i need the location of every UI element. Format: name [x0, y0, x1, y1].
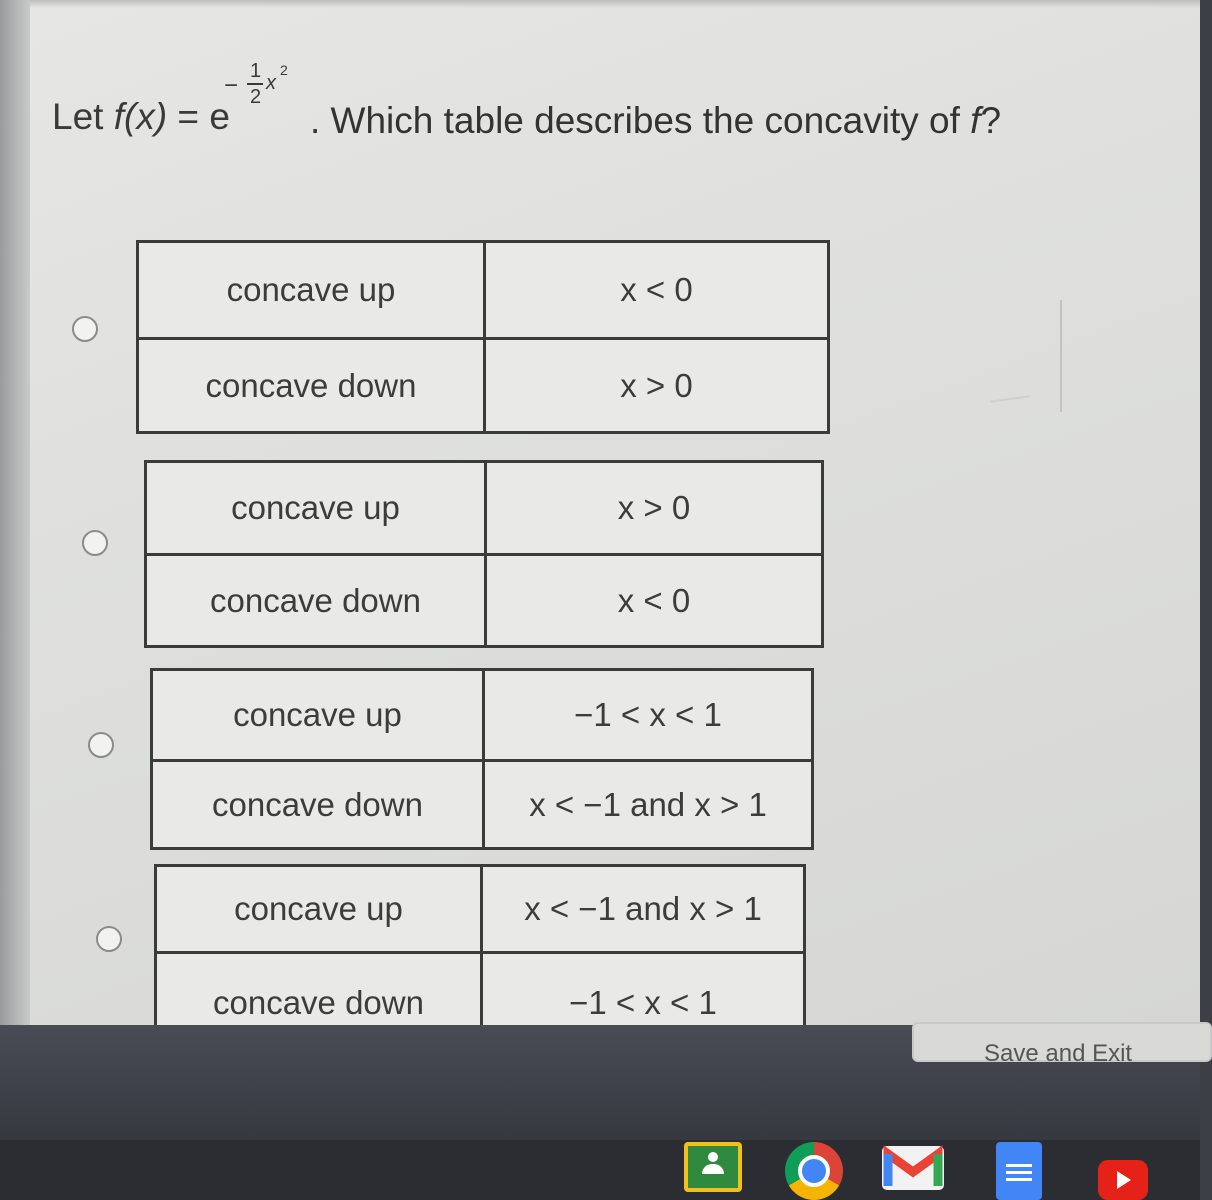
- concavity-label: concave down: [213, 984, 424, 1021]
- chrome-icon[interactable]: [785, 1142, 843, 1200]
- exponent-denominator: 2: [250, 86, 262, 108]
- function-name: f(x): [113, 96, 168, 137]
- option-3-radio[interactable]: [88, 732, 114, 758]
- interval-condition: x < −1 and x > 1: [480, 867, 803, 951]
- exponent-sign: −: [224, 72, 239, 99]
- question-prefix: Let f(x) = e: [52, 96, 230, 137]
- concavity-label: concave up: [234, 890, 403, 927]
- table-row: [153, 759, 811, 847]
- table-row: [157, 867, 803, 951]
- exponent-numerator: 1: [250, 60, 262, 82]
- save-and-exit-button[interactable]: [912, 1022, 1212, 1067]
- option-4-radio[interactable]: [96, 926, 122, 952]
- gmail-glyph: [882, 1142, 944, 1192]
- equals-base: = e: [167, 96, 230, 137]
- docs-lines: [1006, 1164, 1032, 1182]
- table-row: [139, 243, 827, 337]
- concavity-label: concave up: [233, 696, 402, 733]
- option-4-viewport: [154, 864, 814, 1021]
- concavity-label: concave down: [210, 581, 421, 619]
- youtube-icon[interactable]: [1098, 1160, 1148, 1200]
- option-2-radio[interactable]: [82, 530, 108, 556]
- exponent: [222, 58, 292, 118]
- classroom-person-body: [702, 1164, 724, 1174]
- exponent-power: 2: [280, 62, 288, 78]
- option-3-table[interactable]: [150, 668, 814, 850]
- concavity-label: concave down: [212, 785, 423, 823]
- concavity-label: concave up: [226, 271, 396, 308]
- window-left-edge: [0, 0, 30, 1025]
- question-text: . Which table describes the concavity of f?: [310, 100, 1002, 141]
- table-row: [139, 337, 827, 431]
- save-and-exit-label: Save and Exit: [984, 1040, 1133, 1067]
- google-docs-icon[interactable]: [996, 1142, 1042, 1200]
- option-2-table[interactable]: [144, 460, 824, 648]
- table-row: [147, 553, 821, 645]
- chrome-center: [798, 1155, 830, 1187]
- top-edge-shadow: [30, 0, 1200, 8]
- google-classroom-icon[interactable]: [684, 1142, 742, 1192]
- function-f: f: [970, 100, 981, 141]
- concavity-label: concave down: [205, 366, 417, 404]
- interval-condition: x < 0: [483, 243, 827, 337]
- interval-condition: x > 0: [483, 340, 827, 431]
- play-icon: [1117, 1171, 1131, 1189]
- screen-glare-line: [1060, 300, 1062, 412]
- table-row: [153, 671, 811, 759]
- interval-condition: x < −1 and x > 1: [482, 762, 811, 847]
- exponent-variable: x: [266, 72, 276, 94]
- classroom-person-head: [708, 1152, 718, 1162]
- interval-condition: x < 0: [484, 556, 821, 645]
- option-1-radio[interactable]: [72, 316, 98, 342]
- interval-condition: −1 < x < 1: [482, 671, 811, 759]
- interval-condition: −1 < x < 1: [480, 954, 803, 1041]
- option-4-table[interactable]: [154, 864, 806, 1044]
- interval-condition: x > 0: [484, 463, 821, 553]
- gmail-icon[interactable]: [882, 1142, 944, 1192]
- concavity-label: concave up: [231, 489, 400, 526]
- table-row: [147, 463, 821, 553]
- option-1-table[interactable]: [136, 240, 830, 434]
- fraction-bar: [247, 83, 263, 85]
